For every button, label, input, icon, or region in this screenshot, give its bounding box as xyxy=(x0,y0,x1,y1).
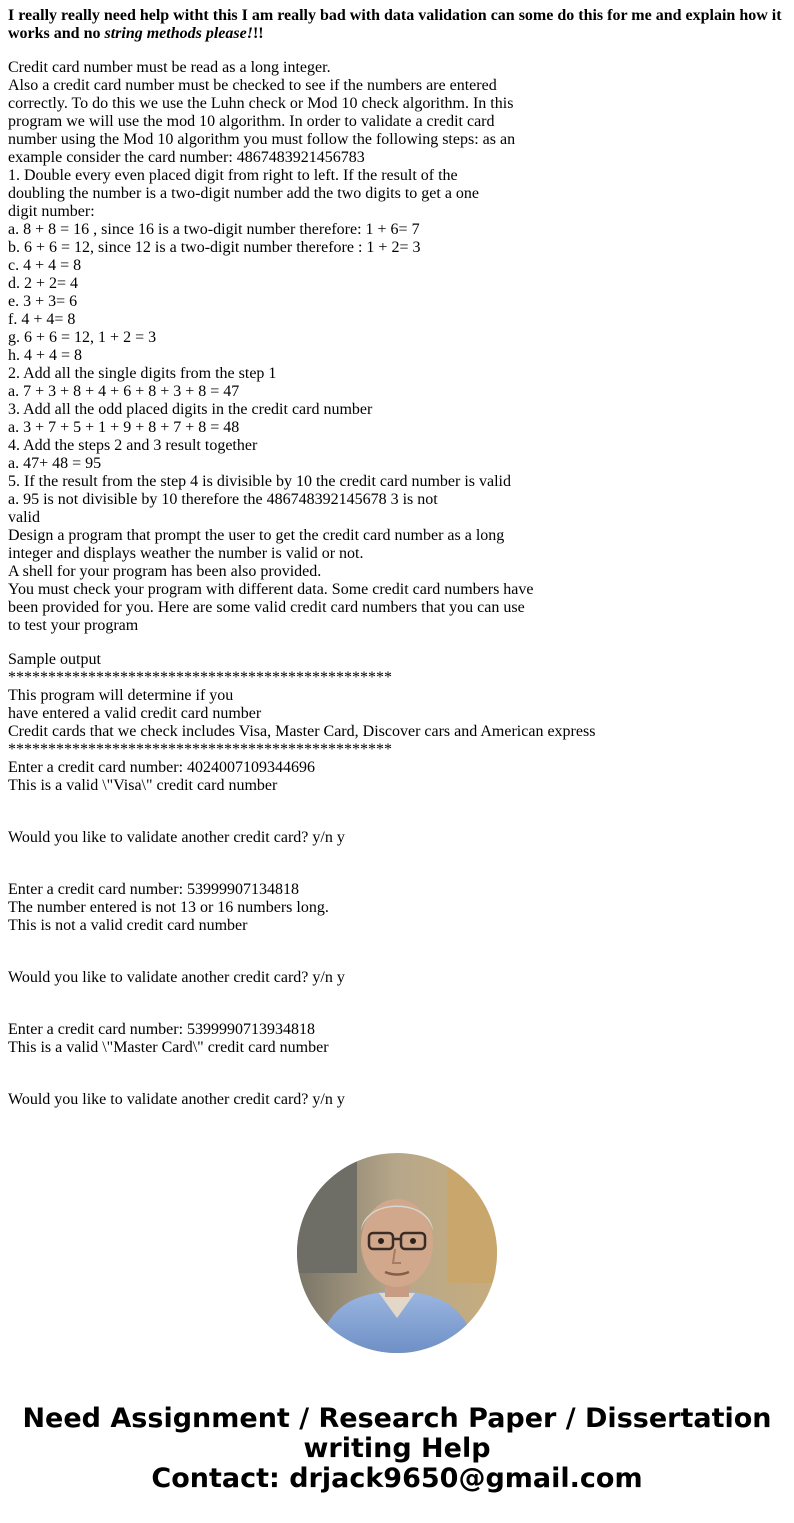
body-line: 2. Add all the single digits from the step 1 xyxy=(8,365,277,382)
spacer xyxy=(8,987,788,1021)
body-line: A shell for your program has been also provided. xyxy=(8,563,322,580)
question-title-text: I really really need help witht this I am really bad with data validation can some do this for me and explain how it works and no xyxy=(8,7,782,42)
question-body xyxy=(8,59,788,1109)
run2-line: This is not a valid credit card number xyxy=(8,917,248,934)
intro-line: have entered a valid credit card number xyxy=(8,705,262,722)
body-line: c. 4 + 4 = 8 xyxy=(8,257,82,274)
body-line: a. 7 + 3 + 8 + 4 + 6 + 8 + 3 + 8 = 47 xyxy=(8,383,240,400)
footer-contact: Contact: drjack9650@gmail.com xyxy=(151,1463,643,1494)
body-line: 5. If the result from the step 4 is divisible by 10 the credit card number is valid xyxy=(8,473,511,490)
body-line: number using the Mod 10 algorithm you must follow the following steps: as an xyxy=(8,131,516,148)
body-line: 1. Double every even placed digit from right to left. If the result of the xyxy=(8,167,458,184)
body-line: a. 3 + 7 + 5 + 1 + 9 + 8 + 7 + 8 = 48 xyxy=(8,419,240,436)
body-line: to test your program xyxy=(8,617,139,634)
body-line: g. 6 + 6 = 12, 1 + 2 = 3 xyxy=(8,329,157,346)
run3-line: Enter a credit card number: 5399990713934818 xyxy=(8,1021,316,1038)
promo-footer xyxy=(0,1404,794,1494)
spacer xyxy=(8,635,788,651)
question-title-emphasis: string methods please! xyxy=(104,25,253,42)
body-line: integer and displays weather the number is valid or not. xyxy=(8,545,364,562)
body-line: been provided for you. Here are some valid credit card numbers that you can use xyxy=(8,599,525,616)
person-photo-icon xyxy=(297,1153,497,1353)
stars-divider-top: ************************************************ xyxy=(8,669,392,686)
sample-output-heading: Sample output xyxy=(8,651,101,668)
body-line: Also a credit card number must be checked to see if the numbers are entered xyxy=(8,77,497,94)
body-line: a. 8 + 8 = 16 , since 16 is a two-digit number therefore: 1 + 6= 7 xyxy=(8,221,420,238)
body-line: correctly. To do this we use the Luhn check or Mod 10 check algorithm. In this xyxy=(8,95,514,112)
spacer xyxy=(8,1057,788,1091)
document-page xyxy=(8,7,788,1109)
question-title xyxy=(8,7,788,43)
footer-line: Need Assignment / Research Paper / Dissertation xyxy=(22,1403,772,1434)
body-line: valid xyxy=(8,509,40,526)
body-line: 4. Add the steps 2 and 3 result together xyxy=(8,437,258,454)
body-line: a. 47+ 48 = 95 xyxy=(8,455,102,472)
body-line: d. 2 + 2= 4 xyxy=(8,275,79,292)
intro-line: Credit cards that we check includes Visa, Master Card, Discover cars and American express xyxy=(8,723,596,740)
question-title-suffix: !! xyxy=(252,25,264,42)
spacer xyxy=(8,935,788,969)
body-line: a. 95 is not divisible by 10 therefore the 486748392145678 3 is not xyxy=(8,491,438,508)
run2-line: Enter a credit card number: 53999907134818 xyxy=(8,881,300,898)
body-line: You must check your program with different data. Some credit card numbers have xyxy=(8,581,534,598)
body-line: 3. Add all the odd placed digits in the credit card number xyxy=(8,401,373,418)
avatar xyxy=(297,1153,497,1353)
run3-line: This is a valid \"Master Card\" credit card number xyxy=(8,1039,329,1056)
validate-again-prompt: Would you like to validate another credit card? y/n y xyxy=(8,969,345,986)
body-line: digit number: xyxy=(8,203,95,220)
spacer xyxy=(8,795,788,829)
body-line: example consider the card number: 4867483921456783 xyxy=(8,149,365,166)
body-line: program we will use the mod 10 algorithm. In order to validate a credit card xyxy=(8,113,495,130)
body-line: Credit card number must be read as a long integer. xyxy=(8,59,331,76)
intro-line: This program will determine if you xyxy=(8,687,234,704)
run1-line: This is a valid \"Visa\" credit card number xyxy=(8,777,278,794)
spacer xyxy=(8,847,788,881)
run2-line: The number entered is not 13 or 16 numbers long. xyxy=(8,899,329,916)
validate-again-prompt: Would you like to validate another credit card? y/n y xyxy=(8,1091,345,1108)
body-line: h. 4 + 4 = 8 xyxy=(8,347,83,364)
run1-line: Enter a credit card number: 4024007109344696 xyxy=(8,759,316,776)
body-line: b. 6 + 6 = 12, since 12 is a two-digit number therefore : 1 + 2= 3 xyxy=(8,239,421,256)
footer-line: writing Help xyxy=(303,1433,491,1464)
body-line: f. 4 + 4= 8 xyxy=(8,311,76,328)
body-line: Design a program that prompt the user to get the credit card number as a long xyxy=(8,527,505,544)
body-line: doubling the number is a two-digit number add the two digits to get a one xyxy=(8,185,480,202)
body-line: e. 3 + 3= 6 xyxy=(8,293,78,310)
validate-again-prompt: Would you like to validate another credit card? y/n y xyxy=(8,829,345,846)
stars-divider-bottom: ************************************************ xyxy=(8,741,392,758)
